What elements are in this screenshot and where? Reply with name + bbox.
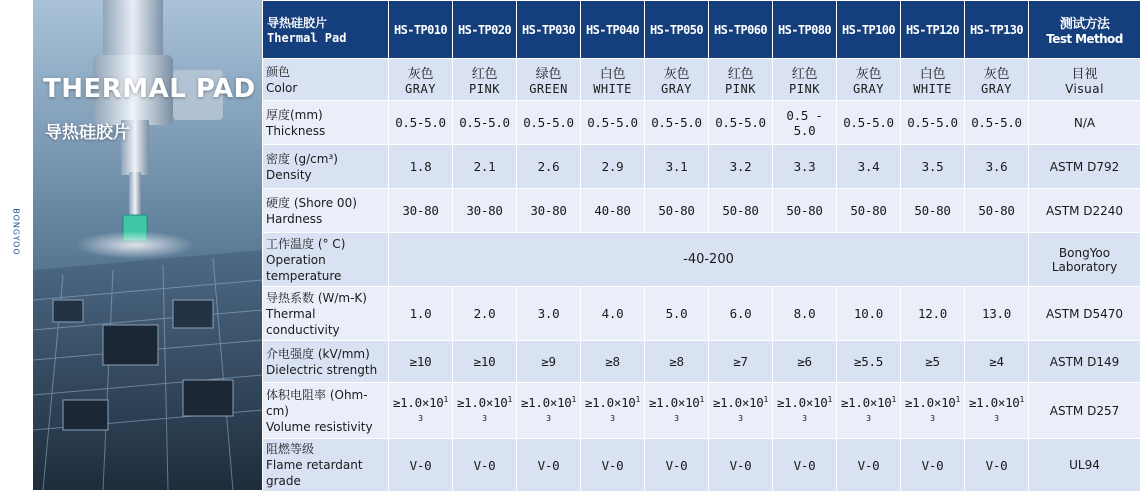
color-cell: [517, 59, 581, 101]
color-zh: 红色: [775, 63, 834, 82]
color-zh: 灰色: [967, 63, 1026, 82]
method-cell: ASTM D5470: [1029, 287, 1140, 341]
value-cell: ≥8: [645, 341, 709, 383]
header-model: HS-TP120: [901, 1, 965, 59]
value-cell: V-0: [581, 439, 645, 492]
value-cell: V-0: [389, 439, 453, 492]
row-label: [263, 189, 389, 233]
value-cell: [965, 383, 1029, 439]
value-cell: 12.0: [901, 287, 965, 341]
value-cell: [389, 383, 453, 439]
resistivity-exponent: 13: [930, 395, 960, 422]
value-cell: 0.5 - 5.0: [773, 101, 837, 145]
row-label-en: Flame retardant grade: [266, 457, 386, 489]
value-cell: V-0: [773, 439, 837, 492]
row-flame: [263, 439, 1140, 492]
value-cell: 1.0: [389, 287, 453, 341]
resistivity-exponent: 13: [738, 395, 768, 422]
resistivity-base: ≥1.0×10: [393, 396, 444, 411]
brand-vertical-label: BONGYOO: [12, 208, 21, 255]
resistivity-base: ≥1.0×10: [841, 396, 892, 411]
value-cell: [453, 383, 517, 439]
method-cell: [1029, 59, 1140, 101]
value-cell: 3.1: [645, 145, 709, 189]
row-density: [263, 145, 1140, 189]
value-cell: 3.6: [965, 145, 1029, 189]
row-label-zh: 厚度(mm): [266, 108, 323, 122]
row-label-en: Density: [266, 167, 386, 183]
value-cell: 6.0: [709, 287, 773, 341]
value-cell: [709, 383, 773, 439]
row-label: [263, 145, 389, 189]
resistivity-base: ≥1.0×10: [905, 396, 956, 411]
color-en: GREEN: [519, 82, 578, 96]
color-zh: 红色: [711, 63, 770, 82]
header-model: HS-TP060: [709, 1, 773, 59]
color-zh: 白色: [583, 63, 642, 82]
row-thickness: [263, 101, 1140, 145]
resistivity-exponent: 13: [610, 395, 640, 422]
row-label-zh: 硬度 (Shore 00): [266, 196, 357, 210]
resistivity-exponent: 13: [418, 395, 448, 422]
row-label: [263, 439, 389, 492]
value-cell: 3.2: [709, 145, 773, 189]
header-model: HS-TP010: [389, 1, 453, 59]
header-method-zh: 测试方法: [1029, 13, 1140, 32]
row-resistivity: [263, 383, 1140, 439]
color-en: GRAY: [391, 82, 450, 96]
value-cell: 2.6: [517, 145, 581, 189]
color-cell: [837, 59, 901, 101]
hero-title: THERMAL PAD: [43, 74, 256, 104]
method-cell: ASTM D2240: [1029, 189, 1140, 233]
header-product: [263, 1, 389, 59]
value-cell: 3.5: [901, 145, 965, 189]
header-model: HS-TP030: [517, 1, 581, 59]
spec-table: [262, 0, 1140, 492]
color-en: WHITE: [903, 82, 962, 96]
value-cell: 0.5-5.0: [645, 101, 709, 145]
resistivity-base: ≥1.0×10: [585, 396, 636, 411]
value-cell: ≥6: [773, 341, 837, 383]
value-cell: V-0: [453, 439, 517, 492]
method-cell: UL94: [1029, 439, 1140, 492]
color-cell: [581, 59, 645, 101]
method-cell: N/A: [1029, 101, 1140, 145]
row-label: [263, 101, 389, 145]
row-label-zh: 导热系数 (W/m-K): [266, 291, 367, 305]
resistivity-base: ≥1.0×10: [649, 396, 700, 411]
row-label-en: Dielectric strength: [266, 362, 386, 378]
color-en: GRAY: [967, 82, 1026, 96]
resistivity-base: ≥1.0×10: [969, 396, 1020, 411]
value-cell: 50-80: [645, 189, 709, 233]
method-en: Visual: [1031, 82, 1138, 96]
value-cell: V-0: [901, 439, 965, 492]
row-label-zh: 阻燃等级: [266, 442, 314, 456]
row-label: [263, 341, 389, 383]
row-label-en: Color: [266, 80, 386, 96]
value-cell: 1.8: [389, 145, 453, 189]
color-zh: 灰色: [391, 63, 450, 82]
value-cell: ≥4: [965, 341, 1029, 383]
color-en: WHITE: [583, 82, 642, 96]
value-cell: 30-80: [453, 189, 517, 233]
color-en: GRAY: [839, 82, 898, 96]
row-label-zh: 体积电阻率 (Ohm-cm): [266, 388, 368, 418]
value-cell: ≥10: [389, 341, 453, 383]
value-cell: [581, 383, 645, 439]
value-cell: [645, 383, 709, 439]
header-model: HS-TP100: [837, 1, 901, 59]
color-cell: [709, 59, 773, 101]
row-conductivity: [263, 287, 1140, 341]
method-cell: ASTM D792: [1029, 145, 1140, 189]
value-cell: V-0: [645, 439, 709, 492]
value-cell: 30-80: [389, 189, 453, 233]
value-cell: 2.9: [581, 145, 645, 189]
resistivity-exponent: 13: [546, 395, 576, 422]
color-cell: [453, 59, 517, 101]
color-zh: 绿色: [519, 63, 578, 82]
value-cell: [837, 383, 901, 439]
value-cell: 0.5-5.0: [709, 101, 773, 145]
header-test-method: [1029, 1, 1140, 59]
value-cell: V-0: [837, 439, 901, 492]
value-cell: [517, 383, 581, 439]
hero-image: [33, 0, 262, 490]
value-cell: 0.5-5.0: [901, 101, 965, 145]
value-cell: 4.0: [581, 287, 645, 341]
value-cell: 40-80: [581, 189, 645, 233]
value-cell: 50-80: [837, 189, 901, 233]
value-cell: ≥5.5: [837, 341, 901, 383]
header-model: HS-TP080: [773, 1, 837, 59]
value-cell: 3.3: [773, 145, 837, 189]
row-label-zh: 密度 (g/cm³): [266, 152, 338, 166]
value-cell: [773, 383, 837, 439]
resistivity-exponent: 13: [994, 395, 1024, 422]
row-label: [263, 287, 389, 341]
method-cell: ASTM D149: [1029, 341, 1140, 383]
header-model: HS-TP050: [645, 1, 709, 59]
value-cell: 50-80: [773, 189, 837, 233]
hero-subtitle: 导热硅胶片: [45, 118, 130, 143]
resistivity-base: ≥1.0×10: [521, 396, 572, 411]
value-cell: V-0: [709, 439, 773, 492]
resistivity-base: ≥1.0×10: [457, 396, 508, 411]
row-label-en: Volume resistivity: [266, 419, 386, 435]
row-label: [263, 59, 389, 101]
value-cell: 50-80: [901, 189, 965, 233]
color-zh: 白色: [903, 63, 962, 82]
row-label-en: Hardness: [266, 211, 386, 227]
value-cell: 8.0: [773, 287, 837, 341]
color-en: GRAY: [647, 82, 706, 96]
row-color: [263, 59, 1140, 101]
value-cell: V-0: [517, 439, 581, 492]
resistivity-base: ≥1.0×10: [777, 396, 828, 411]
row-label-zh: 颜色: [266, 65, 290, 79]
value-cell: 10.0: [837, 287, 901, 341]
color-cell: [773, 59, 837, 101]
value-cell: 2.1: [453, 145, 517, 189]
value-cell: 0.5-5.0: [389, 101, 453, 145]
brand-stripe: [0, 0, 33, 490]
value-cell: ≥8: [581, 341, 645, 383]
row-label-en: Thermal conductivity: [266, 306, 386, 338]
value-cell: 0.5-5.0: [581, 101, 645, 145]
value-cell: V-0: [965, 439, 1029, 492]
row-label-zh: 工作温度 (° C): [266, 237, 345, 251]
value-cell: 50-80: [709, 189, 773, 233]
row-dielectric: [263, 341, 1140, 383]
header-row: [263, 1, 1140, 59]
resistivity-base: ≥1.0×10: [713, 396, 764, 411]
header-method-en: Test Method: [1029, 32, 1140, 46]
row-label-en: Operation temperature: [266, 252, 386, 284]
header-model: HS-TP020: [453, 1, 517, 59]
value-cell: 0.5-5.0: [453, 101, 517, 145]
color-en: PINK: [775, 82, 834, 96]
value-cell: 3.0: [517, 287, 581, 341]
value-cell: 30-80: [517, 189, 581, 233]
value-cell: 0.5-5.0: [837, 101, 901, 145]
resistivity-exponent: 13: [674, 395, 704, 422]
header-product-zh: 导热硅胶片: [267, 14, 388, 31]
value-cell: 50-80: [965, 189, 1029, 233]
color-en: PINK: [455, 82, 514, 96]
color-cell: [965, 59, 1029, 101]
color-en: PINK: [711, 82, 770, 96]
resistivity-exponent: 13: [866, 395, 896, 422]
row-label-en: Thickness: [266, 123, 386, 139]
method-zh: 目视: [1031, 63, 1138, 82]
value-cell: ≥7: [709, 341, 773, 383]
value-cell: ≥5: [901, 341, 965, 383]
header-model: HS-TP130: [965, 1, 1029, 59]
color-zh: 红色: [455, 63, 514, 82]
row-label-zh: 介电强度 (kV/mm): [266, 347, 370, 361]
method-cell: ASTM D257: [1029, 383, 1140, 439]
row-temperature: [263, 233, 1140, 287]
color-cell: [645, 59, 709, 101]
method-cell: BongYoo Laboratory: [1029, 233, 1140, 287]
value-cell: 13.0: [965, 287, 1029, 341]
color-cell: [901, 59, 965, 101]
color-cell: [389, 59, 453, 101]
value-cell: ≥10: [453, 341, 517, 383]
color-zh: 灰色: [839, 63, 898, 82]
value-cell: 5.0: [645, 287, 709, 341]
value-cell: [901, 383, 965, 439]
row-hardness: [263, 189, 1140, 233]
row-label: [263, 233, 389, 287]
color-zh: 灰色: [647, 63, 706, 82]
header-product-en: Thermal Pad: [267, 31, 388, 45]
temperature-range: -40-200: [389, 233, 1029, 287]
row-label: [263, 383, 389, 439]
value-cell: 0.5-5.0: [965, 101, 1029, 145]
header-model: HS-TP040: [581, 1, 645, 59]
value-cell: 3.4: [837, 145, 901, 189]
value-cell: 0.5-5.0: [517, 101, 581, 145]
value-cell: 2.0: [453, 287, 517, 341]
resistivity-exponent: 13: [802, 395, 832, 422]
resistivity-exponent: 13: [482, 395, 512, 422]
value-cell: ≥9: [517, 341, 581, 383]
